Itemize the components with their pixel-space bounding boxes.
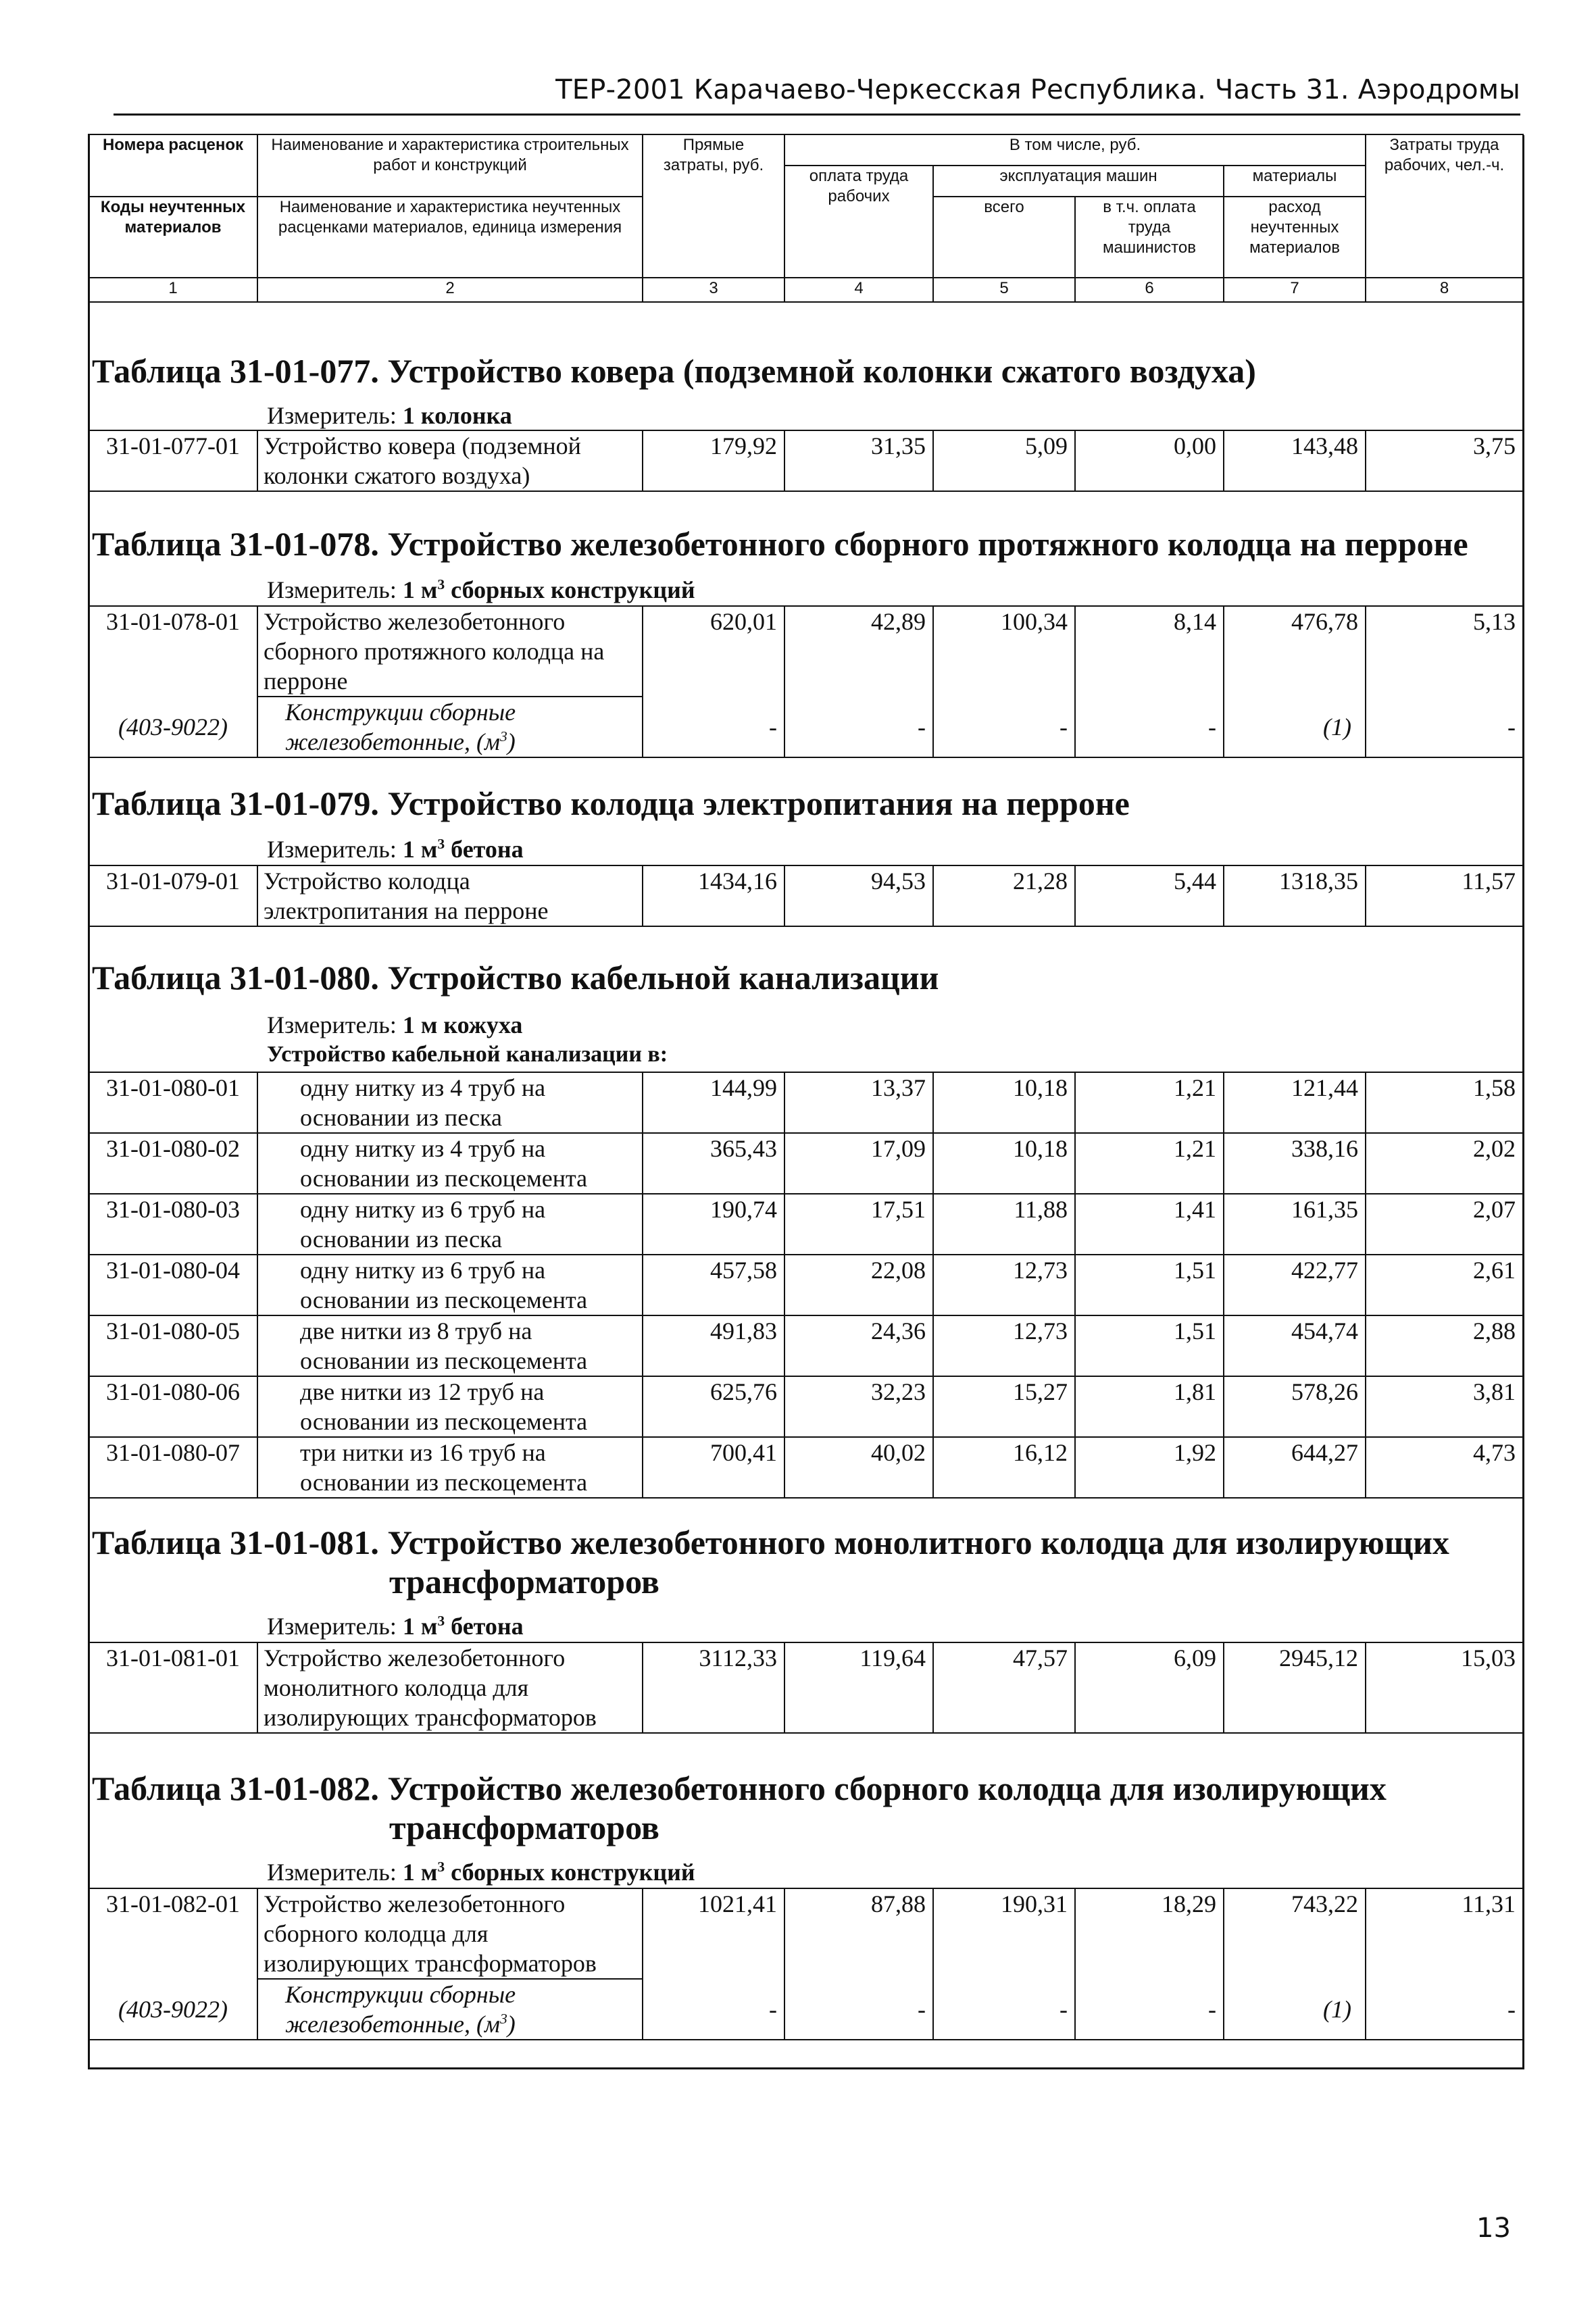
column-number: 7 bbox=[1224, 278, 1366, 302]
machine-ops: 100,34 bbox=[933, 606, 1075, 697]
section-title-078: Таблица 31-01-078. Устройство железобетонного сборного протяжного колодца на перроне bbox=[92, 525, 1468, 563]
header-direct-costs: Прямые затраты, руб. bbox=[643, 134, 784, 278]
worker-pay: 94,53 bbox=[784, 865, 933, 926]
direct-costs: 144,99 bbox=[643, 1072, 784, 1133]
table-row bbox=[89, 1072, 1523, 1133]
header-worker-pay: оплата труда рабочих bbox=[784, 166, 933, 278]
rate-code: 31-01-080-06 bbox=[89, 1376, 257, 1437]
column-header-table bbox=[88, 134, 1524, 303]
column-number: 8 bbox=[1366, 278, 1523, 302]
rate-name: две нитки из 8 труб на основании из пескоцемента bbox=[257, 1315, 643, 1376]
rates-table-081 bbox=[88, 1642, 1524, 1734]
rate-name: Устройство колодца электропитания на перроне bbox=[257, 865, 643, 926]
section-title-079: Таблица 31-01-079. Устройство колодца электропитания на перроне bbox=[92, 784, 1130, 822]
meter-077: Измеритель: 1 колонка bbox=[267, 402, 512, 429]
materials: 2945,12 bbox=[1224, 1642, 1366, 1733]
rate-code: 31-01-080-04 bbox=[89, 1255, 257, 1315]
header-materials: материалы bbox=[1224, 166, 1366, 197]
rate-code: 31-01-081-01 bbox=[89, 1642, 257, 1733]
machinist-pay: 5,44 bbox=[1075, 865, 1224, 926]
machine-ops: 47,57 bbox=[933, 1642, 1075, 1733]
rate-code: 31-01-077-01 bbox=[89, 430, 257, 491]
machine-ops: - bbox=[933, 697, 1075, 757]
labor: 2,61 bbox=[1366, 1255, 1523, 1315]
materials: 338,16 bbox=[1224, 1133, 1366, 1194]
materials: 454,74 bbox=[1224, 1315, 1366, 1376]
meter-079: Измеритель: 1 $м^3$ бетона bbox=[267, 836, 524, 863]
header-materials-usage: расход неучтенных материалов bbox=[1224, 197, 1366, 278]
labor: 15,03 bbox=[1366, 1642, 1523, 1733]
material-code: (403-9022) bbox=[89, 1979, 257, 2040]
machine-ops: 16,12 bbox=[933, 1437, 1075, 1498]
direct-costs: 625,76 bbox=[643, 1376, 784, 1437]
rate-name: Устройство железобетонного монолитного колодца для изолирующих трансформаторов bbox=[257, 1642, 643, 1733]
direct-costs: 491,83 bbox=[643, 1315, 784, 1376]
section-title-077: Таблица 31-01-077. Устройство ковера (подземной колонки сжатого воздуха) bbox=[92, 352, 1256, 390]
labor: 3,75 bbox=[1366, 430, 1523, 491]
direct-costs: 700,41 bbox=[643, 1437, 784, 1498]
rate-name: одну нитку из 4 труб на основании из пескоцемента bbox=[257, 1133, 643, 1194]
machine-ops: 12,73 bbox=[933, 1255, 1075, 1315]
rate-code: 31-01-082-01 bbox=[89, 1888, 257, 1979]
direct-costs: 1021,41 bbox=[643, 1888, 784, 1979]
worker-pay: 87,88 bbox=[784, 1888, 933, 1979]
rate-name: Устройство ковера (подземной колонки сжатого воздуха) bbox=[257, 430, 643, 491]
direct-costs: 1434,16 bbox=[643, 865, 784, 926]
table-row bbox=[89, 1255, 1523, 1315]
rate-name: одну нитку из 6 труб на основании из песка bbox=[257, 1194, 643, 1255]
column-number: 3 bbox=[643, 278, 784, 302]
machine-ops: 190,31 bbox=[933, 1888, 1075, 1979]
machine-ops: 5,09 bbox=[933, 430, 1075, 491]
direct-costs: - bbox=[643, 1979, 784, 2040]
direct-costs: 179,92 bbox=[643, 430, 784, 491]
section-title-080: Таблица 31-01-080. Устройство кабельной канализации bbox=[92, 959, 939, 997]
machinist-pay: - bbox=[1075, 697, 1224, 757]
column-number: 2 bbox=[257, 278, 643, 302]
materials: 121,44 bbox=[1224, 1072, 1366, 1133]
machinist-pay: 1,21 bbox=[1075, 1072, 1224, 1133]
table-row bbox=[89, 1376, 1523, 1437]
table-row bbox=[89, 1315, 1523, 1376]
labor: 1,58 bbox=[1366, 1072, 1523, 1133]
meter-081: Измеритель: 1 $м^3$ бетона bbox=[267, 1613, 524, 1640]
materials: 476,78 bbox=[1224, 606, 1366, 697]
rate-code: 31-01-079-01 bbox=[89, 865, 257, 926]
rate-name: две нитки из 12 труб на основании из пескоцемента bbox=[257, 1376, 643, 1437]
rates-table-082 bbox=[88, 1888, 1524, 2040]
machinist-pay: 8,14 bbox=[1075, 606, 1224, 697]
column-number: 4 bbox=[784, 278, 933, 302]
page-number: 13 bbox=[1476, 2213, 1511, 2244]
rate-name: три нитки из 16 труб на основании из пескоцемента bbox=[257, 1437, 643, 1498]
machinist-pay: 6,09 bbox=[1075, 1642, 1224, 1733]
worker-pay: 119,64 bbox=[784, 1642, 933, 1733]
table-row bbox=[89, 1642, 1523, 1733]
header-machine-ops: эксплуатация машин bbox=[933, 166, 1224, 197]
rate-name: Устройство железобетонного сборного колодца для изолирующих трансформаторов bbox=[257, 1888, 643, 1979]
subheading-080: Устройство кабельной канализации в: bbox=[267, 1042, 668, 1067]
header-material-name: Наименование и характеристика неучтенных расценками материалов, единица измерения bbox=[257, 197, 643, 278]
rates-table-077 bbox=[88, 430, 1524, 492]
machinist-pay: 1,51 bbox=[1075, 1255, 1224, 1315]
labor: - bbox=[1366, 697, 1523, 757]
column-number: 6 bbox=[1075, 278, 1224, 302]
rates-table-080 bbox=[88, 1072, 1524, 1499]
meter-082: Измеритель: 1 $м^3$ сборных конструкций bbox=[267, 1859, 695, 1886]
rate-name: Устройство железобетонного сборного протяжного колодца на перроне bbox=[257, 606, 643, 697]
worker-pay: 17,51 bbox=[784, 1194, 933, 1255]
worker-pay: 13,37 bbox=[784, 1072, 933, 1133]
table-row bbox=[89, 430, 1523, 491]
table-row bbox=[89, 1133, 1523, 1194]
direct-costs: 3112,33 bbox=[643, 1642, 784, 1733]
rate-name: одну нитку из 6 труб на основании из пескоцемента bbox=[257, 1255, 643, 1315]
labor: 2,07 bbox=[1366, 1194, 1523, 1255]
labor: 2,02 bbox=[1366, 1133, 1523, 1194]
machine-ops: 15,27 bbox=[933, 1376, 1075, 1437]
labor: 3,81 bbox=[1366, 1376, 1523, 1437]
worker-pay: 32,23 bbox=[784, 1376, 933, 1437]
table-row bbox=[89, 1437, 1523, 1498]
material-code: (403-9022) bbox=[89, 697, 257, 757]
machinist-pay: 1,51 bbox=[1075, 1315, 1224, 1376]
materials: 743,22 bbox=[1224, 1888, 1366, 1979]
section-title-081: Таблица 31-01-081. Устройство железобетонного монолитного колодца для изолирующих трансформаторов bbox=[92, 1524, 1449, 1601]
direct-costs: - bbox=[643, 697, 784, 757]
worker-pay: - bbox=[784, 697, 933, 757]
direct-costs: 457,58 bbox=[643, 1255, 784, 1315]
machine-ops: 10,18 bbox=[933, 1072, 1075, 1133]
worker-pay: 24,36 bbox=[784, 1315, 933, 1376]
header-name: Наименование и характеристика строительных работ и конструкций bbox=[257, 134, 643, 197]
labor: 2,88 bbox=[1366, 1315, 1523, 1376]
machine-ops: 12,73 bbox=[933, 1315, 1075, 1376]
table-row bbox=[89, 865, 1523, 926]
column-number: 5 bbox=[933, 278, 1075, 302]
table-row bbox=[89, 1194, 1523, 1255]
worker-pay: 42,89 bbox=[784, 606, 933, 697]
rate-code: 31-01-080-05 bbox=[89, 1315, 257, 1376]
table-row bbox=[89, 1888, 1523, 1979]
rate-code: 31-01-080-07 bbox=[89, 1437, 257, 1498]
worker-pay: 40,02 bbox=[784, 1437, 933, 1498]
material-name: Конструкции сборные железобетонные, $(м^3)$ bbox=[257, 1979, 643, 2040]
labor: 11,57 bbox=[1366, 865, 1523, 926]
header-material-codes: Коды неучтенных материалов bbox=[89, 197, 257, 278]
labor: - bbox=[1366, 1979, 1523, 2040]
machinist-pay: 1,21 bbox=[1075, 1133, 1224, 1194]
material-name: Конструкции сборные железобетонные, $(м^3)$ bbox=[257, 697, 643, 757]
machine-ops: 11,88 bbox=[933, 1194, 1075, 1255]
machinist-pay: 18,29 bbox=[1075, 1888, 1224, 1979]
worker-pay: 17,09 bbox=[784, 1133, 933, 1194]
machinist-pay: 1,41 bbox=[1075, 1194, 1224, 1255]
labor: 4,73 bbox=[1366, 1437, 1523, 1498]
machinist-pay: 1,92 bbox=[1075, 1437, 1224, 1498]
worker-pay: 22,08 bbox=[784, 1255, 933, 1315]
section-title-082: Таблица 31-01-082. Устройство железобетонного сборного колодца для изолирующих трансформаторов bbox=[92, 1769, 1387, 1846]
rates-table-078 bbox=[88, 605, 1524, 758]
document-title: ТЕР-2001 Карачаево-Черкесская Республика. Часть 31. Аэродромы bbox=[555, 74, 1520, 105]
machinist-pay: 1,81 bbox=[1075, 1376, 1224, 1437]
material-row bbox=[89, 697, 1523, 757]
materials: (1) bbox=[1224, 1979, 1366, 2040]
worker-pay: 31,35 bbox=[784, 430, 933, 491]
machine-ops: 21,28 bbox=[933, 865, 1075, 926]
rate-code: 31-01-078-01 bbox=[89, 606, 257, 697]
machinist-pay: - bbox=[1075, 1979, 1224, 2040]
page-header bbox=[114, 73, 1520, 116]
rate-code: 31-01-080-03 bbox=[89, 1194, 257, 1255]
rate-code: 31-01-080-01 bbox=[89, 1072, 257, 1133]
header-labor: Затраты труда рабочих, чел.-ч. bbox=[1366, 134, 1523, 278]
materials: 1318,35 bbox=[1224, 865, 1366, 926]
material-row bbox=[89, 1979, 1523, 2040]
labor: 11,31 bbox=[1366, 1888, 1523, 1979]
materials: 578,26 bbox=[1224, 1376, 1366, 1437]
header-machine-total: всего bbox=[933, 197, 1075, 278]
rates-table-079 bbox=[88, 865, 1524, 927]
table-row bbox=[89, 606, 1523, 697]
machine-ops: - bbox=[933, 1979, 1075, 2040]
direct-costs: 365,43 bbox=[643, 1133, 784, 1194]
direct-costs: 620,01 bbox=[643, 606, 784, 697]
materials: 143,48 bbox=[1224, 430, 1366, 491]
column-number: 1 bbox=[89, 278, 257, 302]
worker-pay: - bbox=[784, 1979, 933, 2040]
labor: 5,13 bbox=[1366, 606, 1523, 697]
machine-ops: 10,18 bbox=[933, 1133, 1075, 1194]
materials: 161,35 bbox=[1224, 1194, 1366, 1255]
header-codes: Номера расценок bbox=[89, 134, 257, 197]
rate-name: одну нитку из 4 труб на основании из песка bbox=[257, 1072, 643, 1133]
materials: 644,27 bbox=[1224, 1437, 1366, 1498]
machinist-pay: 0,00 bbox=[1075, 430, 1224, 491]
header-including: В том числе, руб. bbox=[784, 134, 1366, 166]
rate-code: 31-01-080-02 bbox=[89, 1133, 257, 1194]
materials: 422,77 bbox=[1224, 1255, 1366, 1315]
materials: (1) bbox=[1224, 697, 1366, 757]
header-machinist-pay: в т.ч. оплата труда машинистов bbox=[1075, 197, 1224, 278]
meter-078: Измеритель: 1 $м^3$ сборных конструкций bbox=[267, 576, 695, 603]
direct-costs: 190,74 bbox=[643, 1194, 784, 1255]
meter-080: Измеритель: 1 м кожуха bbox=[267, 1011, 523, 1038]
